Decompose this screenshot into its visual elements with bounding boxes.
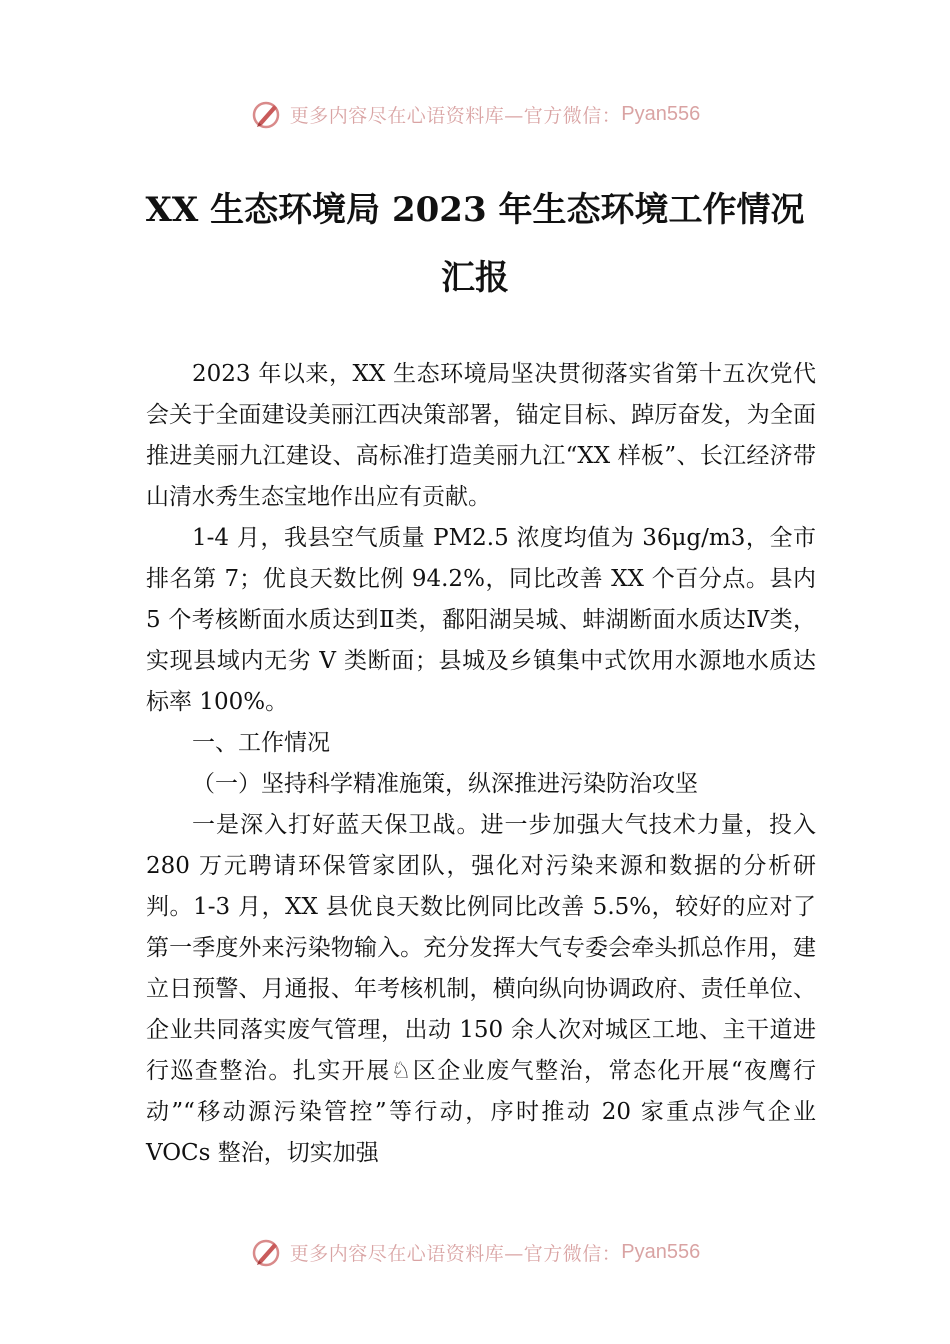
watermark-banner-top	[0, 94, 950, 134]
watermark-id: Pyan556	[621, 1240, 701, 1263]
title-line-1: XX 生态环境局 2023 年生态环境工作情况	[145, 190, 805, 230]
watermark-text: 更多内容尽在心语资料库—官方微信：	[289, 104, 622, 127]
watermark-text: 更多内容尽在心语资料库—官方微信：	[289, 1242, 622, 1265]
watermark-banner-bottom	[0, 1232, 950, 1272]
pen-circle-logo-icon	[250, 97, 284, 131]
watermark-id: Pyan556	[621, 102, 701, 125]
section-heading: 一、工作情况	[192, 730, 330, 756]
document-title	[0, 176, 950, 312]
pen-circle-logo-icon	[250, 1235, 284, 1269]
paragraph-air-quality: 1-4 月，我县空气质量 PM2.5 浓度均值为 36μg/m3，全市排名第 7；优良天数比例 94.2%，同比改善 XX 个百分点。县内 5 个考核断面水质达到Ⅱ类，鄱阳湖吴城、蚌湖断面水质达Ⅳ类，实现县域内无劣 V 类断面；县城及乡镇集中式饮用水源地水质达标率 100%。	[146, 525, 816, 715]
subsection-heading: （一）坚持科学精准施策，纵深推进污染防治攻坚	[192, 771, 698, 797]
paragraph-intro: 2023 年以来，XX 生态环境局坚决贯彻落实省第十五次党代会关于全面建设美丽江西决策部署，锚定目标、踔厉奋发，为全面推进美丽九江建设、高标准打造美丽九江“XX 样板”、长江经济带山清水秀生态宝地作出应有贡献。	[146, 361, 816, 510]
document-body	[146, 354, 816, 1174]
paragraph-blue-sky: 一是深入打好蓝天保卫战。进一步加强大气技术力量，投入 280 万元聘请环保管家团队，强化对污染来源和数据的分析研判。1-3 月，XX 县优良天数比例同比改善 5.5%，较好的应对了第一季度外来污染物输入。充分发挥大气专委会牵头抓总作用，建立日预警、月通报、年考核机制，横向纵向协调政府、责任单位、企业共同落实废气管理，出动 150 余人次对城区工地、主干道进行巡查整治。扎实开展♘区企业废气整治，常态化开展“夜鹰行动”“移动源污染管控”等行动，序时推动 20 家重点涉气企业 VOCs 整治，切实加强	[146, 812, 816, 1166]
title-line-2: 汇报	[441, 258, 509, 298]
